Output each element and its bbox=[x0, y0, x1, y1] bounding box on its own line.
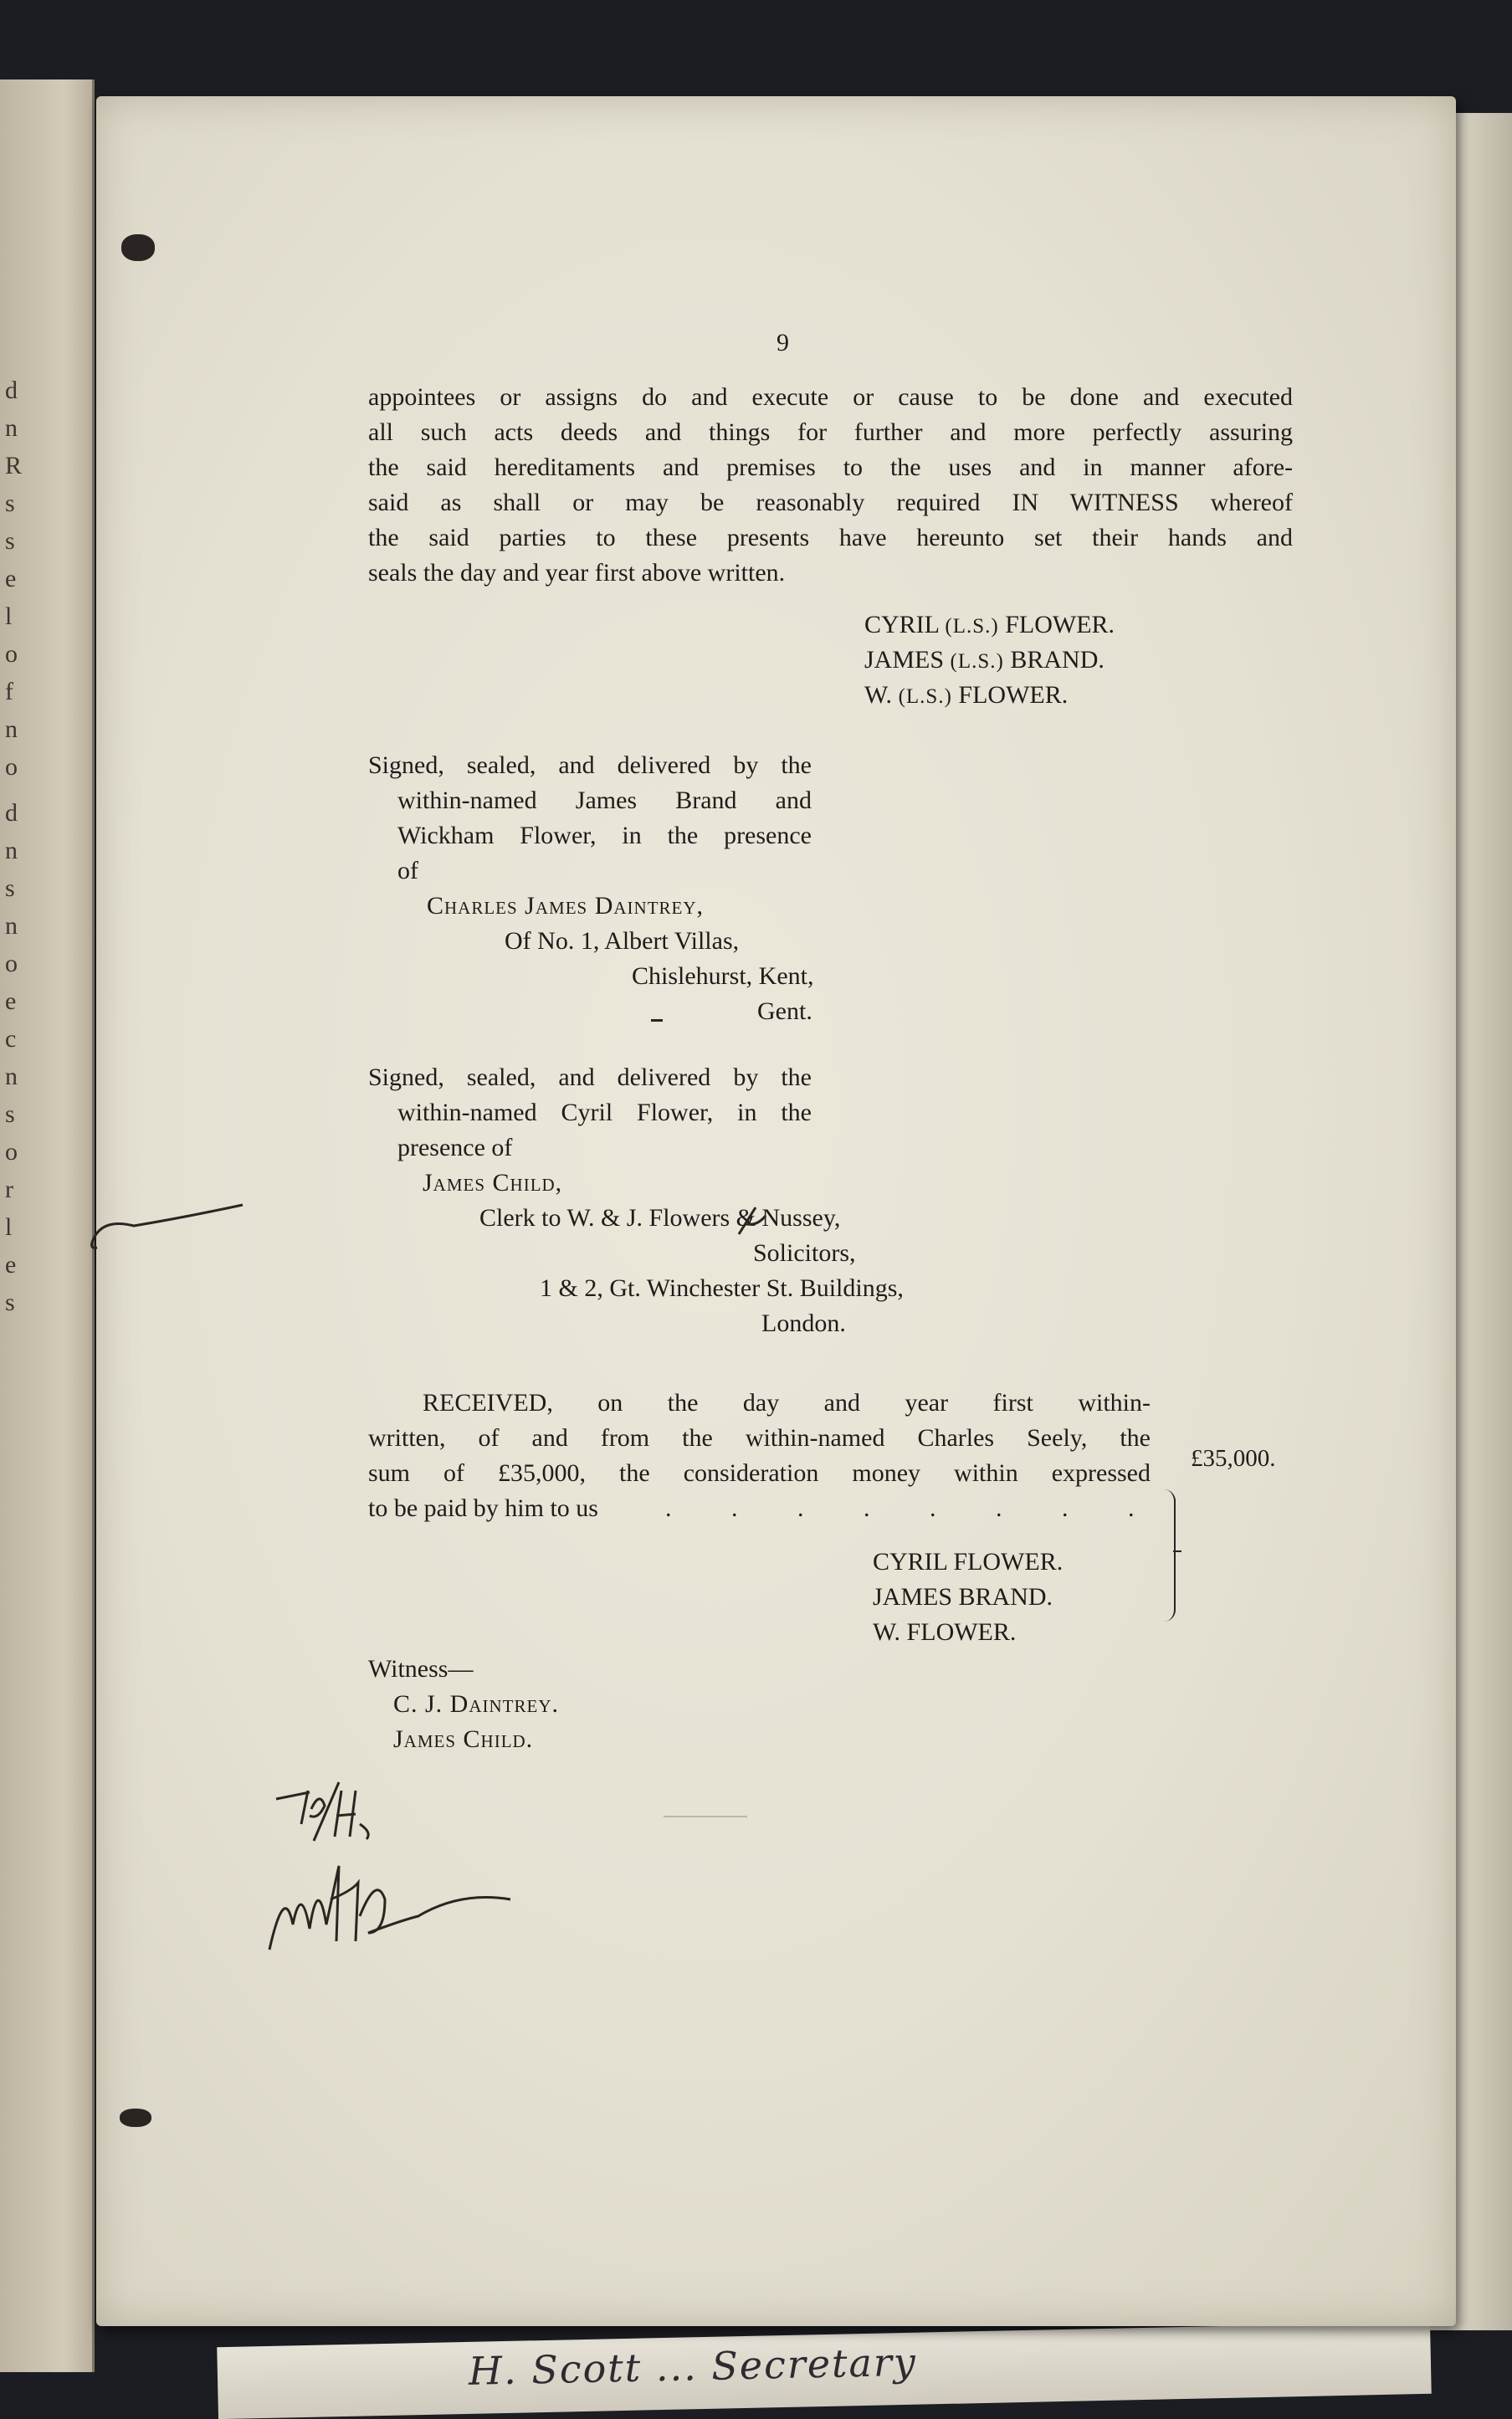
signatory-first: JAMES bbox=[864, 646, 945, 674]
fragment: s bbox=[5, 1289, 15, 1316]
scrap-handwriting: H. Scott ... Secretary bbox=[468, 2339, 918, 2394]
witness-address: London. bbox=[761, 1309, 846, 1337]
witness-name: Charles James Daintrey, bbox=[427, 892, 705, 920]
attestation-line: of bbox=[397, 857, 418, 884]
binding-hole bbox=[121, 234, 155, 261]
witness-address: Of No. 1, Albert Villas, bbox=[505, 927, 740, 955]
fragment: o bbox=[5, 950, 18, 977]
fragment: d bbox=[5, 377, 18, 404]
bottom-paper-scrap bbox=[217, 2322, 1431, 2419]
fragment: o bbox=[5, 640, 18, 668]
receipt-brace-tip bbox=[1173, 1550, 1181, 1552]
attestation-line: Wickham Flower, in the presence bbox=[397, 822, 812, 849]
fragment: o bbox=[5, 753, 18, 781]
signatory-first: CYRIL bbox=[864, 611, 939, 638]
seal-mark: (L.S.) bbox=[950, 650, 1004, 673]
fragment: s bbox=[5, 874, 15, 902]
witness-address: Gent. bbox=[757, 997, 812, 1025]
handwritten-note-text bbox=[121, 1803, 122, 1804]
fragment: n bbox=[5, 912, 18, 940]
signatory-last: FLOWER. bbox=[958, 681, 1069, 709]
fragment: s bbox=[5, 489, 15, 517]
signatory bbox=[864, 648, 1105, 673]
handwritten-mark bbox=[732, 1201, 774, 1243]
seal-mark: (L.S.) bbox=[945, 615, 999, 638]
witness-address: Solicitors, bbox=[753, 1239, 856, 1267]
attestation-line: Signed, sealed, and delivered by the bbox=[368, 1063, 812, 1091]
leader-dots: . . . . . . . . bbox=[665, 1494, 1161, 1522]
attestation-line: Signed, sealed, and delivered by the bbox=[368, 751, 812, 779]
fragment: f bbox=[5, 678, 13, 705]
receipt-signatory: JAMES BRAND. bbox=[873, 1583, 1053, 1611]
fragment: e bbox=[5, 987, 17, 1015]
fragment: c bbox=[5, 1025, 17, 1053]
body-line: said as shall or may be reasonably required IN WITNESS whereof bbox=[368, 489, 1293, 516]
paper-crease bbox=[664, 1816, 747, 1817]
attestation-line: within-named James Brand and bbox=[397, 787, 812, 814]
signatory bbox=[864, 612, 1115, 638]
fragment: s bbox=[5, 527, 15, 555]
body-line: all such acts deeds and things for further and more perfectly assuring bbox=[368, 418, 1293, 446]
receipt-line: sum of £35,000, the consideration money within expressed bbox=[368, 1459, 1151, 1487]
receipt-line: RECEIVED, on the day and year first within- bbox=[423, 1389, 1151, 1417]
binding-hole bbox=[120, 2109, 151, 2127]
signatory-first: W. bbox=[864, 681, 893, 709]
fragment: e bbox=[5, 565, 17, 592]
receipt-signatory: CYRIL FLOWER. bbox=[873, 1548, 1064, 1576]
witness-label: Witness— bbox=[368, 1655, 474, 1683]
attestation-line: within-named Cyril Flower, in the bbox=[397, 1099, 812, 1126]
receipt-signatory: W. FLOWER. bbox=[873, 1618, 1017, 1646]
fragment: d bbox=[5, 799, 18, 827]
fragment: n bbox=[5, 1063, 18, 1090]
fragment: l bbox=[5, 1213, 13, 1241]
signatory bbox=[864, 683, 1068, 708]
receipt-amount: £35,000. bbox=[1191, 1445, 1276, 1472]
facing-page-edge bbox=[0, 79, 95, 2372]
witness-name: James Child, bbox=[423, 1169, 563, 1197]
witness-name: James Child. bbox=[393, 1725, 534, 1753]
fragment: R bbox=[5, 452, 23, 479]
fragment: e bbox=[5, 1251, 17, 1279]
fragment: n bbox=[5, 837, 18, 864]
receipt-line: written, of and from the within-named Charles Seely, the bbox=[368, 1424, 1151, 1452]
stray-mark bbox=[651, 1019, 663, 1022]
fragment: o bbox=[5, 1138, 18, 1166]
receipt-line: to be paid by him to us bbox=[368, 1494, 598, 1522]
signatory-last: BRAND. bbox=[1010, 646, 1105, 674]
document-page bbox=[96, 96, 1456, 2326]
fragment: n bbox=[5, 715, 18, 743]
fragment: n bbox=[5, 414, 18, 442]
fragment: l bbox=[5, 602, 13, 630]
body-line: the said parties to these presents have hereunto set their hands and bbox=[368, 524, 1293, 551]
body-line: seals the day and year first above written. bbox=[368, 559, 786, 587]
page-number: 9 bbox=[777, 329, 789, 356]
signatory-last: FLOWER. bbox=[1005, 611, 1115, 638]
fragment: r bbox=[5, 1176, 13, 1203]
witness-address: Clerk to W. & J. Flowers & Nussey, bbox=[479, 1204, 841, 1232]
witness-address: Chislehurst, Kent, bbox=[632, 962, 814, 990]
fragment: s bbox=[5, 1100, 15, 1128]
handwritten-stroke bbox=[84, 1184, 268, 1259]
body-line: the said hereditaments and premises to the uses and in manner afore- bbox=[368, 454, 1293, 481]
handwritten-initials bbox=[259, 1774, 561, 2025]
body-line: appointees or assigns do and execute or cause to be done and executed bbox=[368, 383, 1293, 411]
witness-address: 1 & 2, Gt. Winchester St. Buildings, bbox=[540, 1274, 904, 1302]
receipt-brace bbox=[1159, 1489, 1176, 1622]
seal-mark: (L.S.) bbox=[898, 685, 952, 708]
attestation-line: presence of bbox=[397, 1134, 513, 1161]
witness-name: C. J. Daintrey. bbox=[393, 1690, 560, 1718]
